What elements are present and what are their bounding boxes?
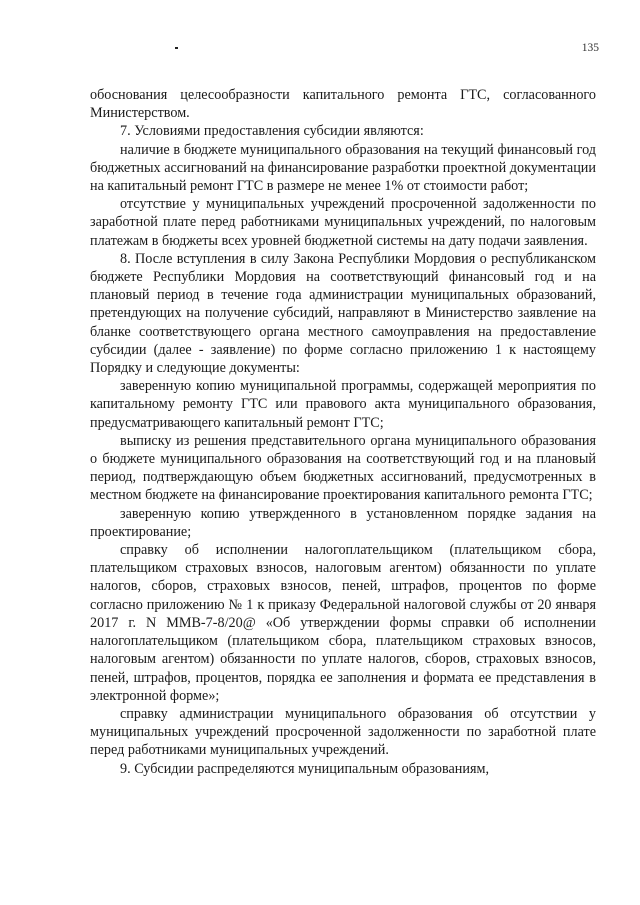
scan-speck [175, 47, 178, 49]
paragraph-doc-tax-certificate: справку об исполнении налогоплательщиком (плательщиком сбора, плательщиком страховых взносов, налоговым агентом) обязанности по уплате налогов, сборов, страховых взносов, пеней, штрафов, процентов по форме согласно приложению № 1 к приказу Федеральной налоговой службы от 20 января 2017 г. N ММВ-7-8/20@ «Об утверждении формы справки об исполнении налогоплательщиком (плательщиком сбора, плательщиком страховых взносов, налоговым агентом) обязанности по уплате налогов, сборов, страховых взносов, пеней, штрафов, процентов, порядка ее заполнения и формата ее представления в электронной форме»; [90, 542, 596, 704]
paragraph-item-9: 9. Субсидии распределяются муниципальным образованиям, [120, 760, 490, 777]
paragraph-doc-design-task: заверенную копию утвержденного в установленном порядке задания на проектирование; [90, 505, 596, 540]
paragraph-doc-admin-certificate: справку администрации муниципального образования об отсутствии у муниципальных учреждений просроченной задолженности по заработной плате перед работниками муниципальных учреждений. [90, 705, 596, 759]
paragraph-item-8: 8. После вступления в силу Закона Республики Мордовия о республиканском бюджете Республики Мордовия на соответствующий финансовый год и на плановый период в течение года администрации муниципальных образований, претендующих на получение субсидий, направляют в Министерство заявление на бланке соответствующего органа местного самоуправления на предоставление субсидии (далее - заявление) по форме согласно приложению 1 к настоящему Порядку и следующие документы: [90, 250, 596, 377]
paragraph-condition-budget: наличие в бюджете муниципального образования на текущий финансовый год бюджетных ассигнований на финансирование разработки проектной документации на капитальный ремонт ГТС в размере не менее 1% от стоимости работ; [90, 141, 596, 195]
paragraph-item-7: 7. Условиями предоставления субсидии являются: [120, 123, 424, 140]
paragraph-doc-program-copy: заверенную копию муниципальной программы, содержащей мероприятия по капитальному ремонту ГТС или правового акта муниципального образования, предусматривающего капитальный ремонт ГТС; [90, 378, 596, 431]
paragraph-doc-budget-extract: выписку из решения представительного органа муниципального образования о бюджете муниципального образования на соответствующий год и на плановый период, подтверждающую объем бюджетных ассигнований, предусмотренных в местном бюджете на финансирование проектирования капитального ремонта ГТС; [90, 432, 596, 504]
paragraph-continuation: обоснования целесообразности капитального ремонта ГТС, согласованного Министерством. [90, 87, 596, 122]
paragraph-condition-no-debt: отсутствие у муниципальных учреждений просроченной задолженности по заработной плате перед работниками муниципальных учреждений, по налоговым платежам в бюджеты всех уровней бюджетной системы на дату подачи заявления. [90, 196, 596, 249]
page-number: 135 [581, 42, 599, 54]
document-body [90, 86, 596, 778]
